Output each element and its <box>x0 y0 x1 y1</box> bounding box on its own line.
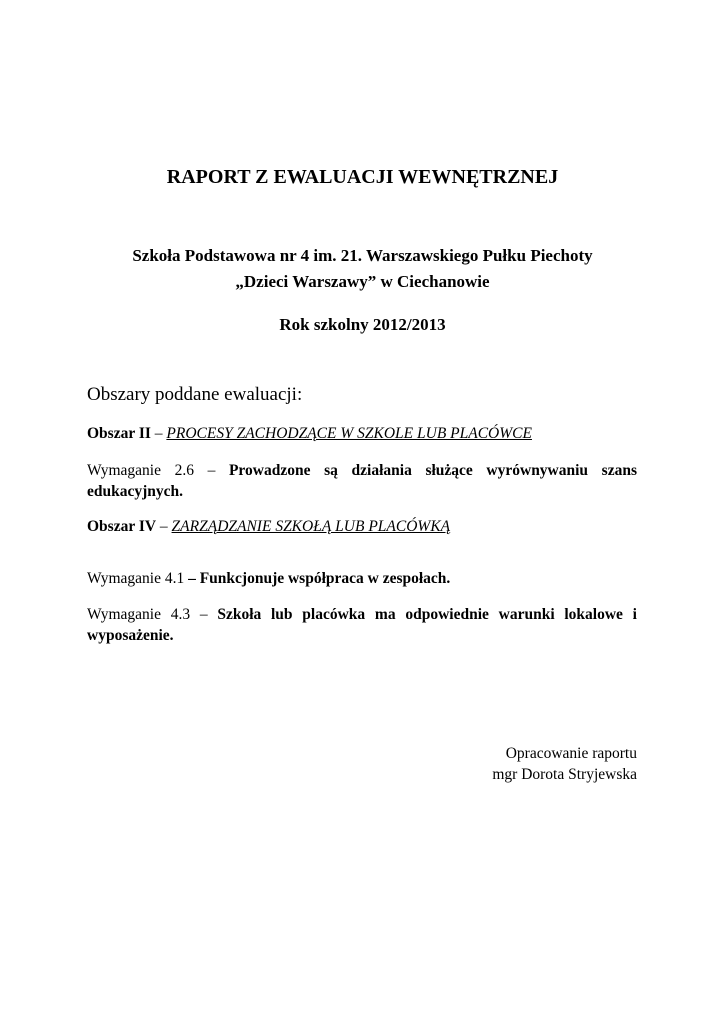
area-4-name: ZARZĄDZANIE SZKOŁĄ LUB PLACÓWKĄ <box>171 518 451 535</box>
signature-author: mgr Dorota Stryjewska <box>492 766 637 783</box>
requirement-4-3 <box>87 604 637 646</box>
area-4-line <box>87 518 450 536</box>
requirement-4-1-dash: – <box>188 570 200 587</box>
areas-heading: Obszary poddane ewaluacji: <box>87 384 303 405</box>
signature-role: Opracowanie raportu <box>505 745 637 762</box>
area-2-dash: – <box>150 425 167 442</box>
requirement-4-3-label: Wymaganie 4.3 – <box>87 606 218 623</box>
requirement-2-6-label: Wymaganie 2.6 – <box>87 462 229 479</box>
area-2-name: PROCESY ZACHODZĄCE W SZKOLE LUB PLACÓWCE <box>166 425 532 442</box>
school-year: Rok szkolny 2012/2013 <box>279 315 446 334</box>
requirement-4-3-text: Szkoła lub placówka ma odpowiednie warunki lokalowe i wyposażenie. <box>87 606 637 644</box>
area-2-label: Obszar II <box>87 425 151 442</box>
report-title: RAPORT Z EWALUACJI WEWNĘTRZNEJ <box>166 166 559 188</box>
area-2-line <box>87 425 532 443</box>
area-4-label: Obszar IV <box>87 518 157 535</box>
school-name-line-2: „Dzieci Warszawy” w Ciechanowie <box>235 272 490 291</box>
requirement-4-1-label: Wymaganie 4.1 <box>87 570 189 587</box>
requirement-2-6-text: Prowadzone są działania służące wyrównywaniu szans edukacyjnych. <box>87 462 637 500</box>
area-4-dash: – <box>156 518 172 535</box>
requirement-4-1 <box>87 570 450 588</box>
requirement-2-6 <box>87 460 637 502</box>
requirement-4-1-text: Funkcjonuje współpraca w zespołach. <box>199 570 451 587</box>
school-name-line-1: Szkoła Podstawowa nr 4 im. 21. Warszawskiego Pułku Piechoty <box>132 246 593 265</box>
